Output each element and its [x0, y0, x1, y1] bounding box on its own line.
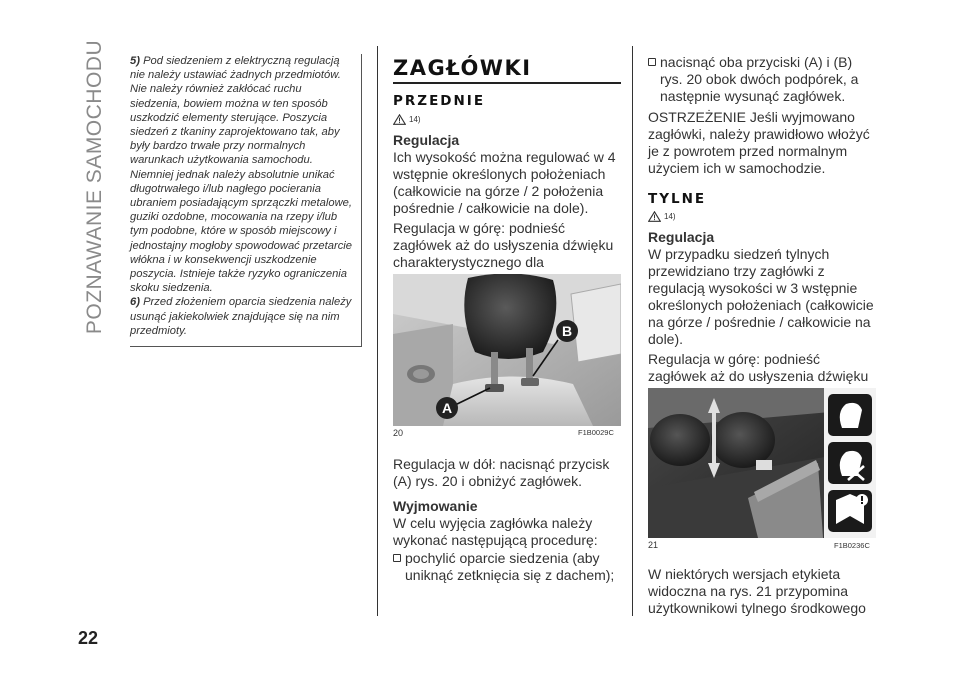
figure-label-a: A [436, 397, 458, 419]
page-number: 22 [78, 628, 99, 648]
column-headrests-rear-continued [648, 566, 876, 617]
paragraph: W przypadku siedzeń tylnych przewidziano trzy zagłówki z regulacją wysokości w 3 wstępnie określonych położeniach (całkowicie na górze / pośrednie / całkowicie na dole). [648, 246, 874, 347]
paragraph: Regulacja w górę: podnieść zagłówek aż do usłyszenia dźwięku [648, 351, 869, 384]
column-headrests-front [393, 56, 621, 288]
warning-paragraph: OSTRZEŻENIE Jeśli wyjmowano zagłówki, należy prawidłowo włożyć je z powrotem przed normalnym użyciem ich w samochodzie. [648, 109, 870, 176]
heading-regulation: Regulacja [393, 132, 460, 148]
paragraph: W niektórych wersjach etykieta widoczna na rys. 21 przypomina użytkownikowi tylnego środkowego [648, 566, 866, 616]
paragraph: W celu wyjęcia zagłówka należy wykonać następującą procedurę: [393, 515, 598, 548]
column-divider [377, 46, 378, 616]
warnings-box [130, 54, 362, 347]
list-item: nacisnąć oba przyciski (A) i (B) rys. 20 obok dwóch podpórek, a następnie wysunąć zagłówek. [648, 54, 876, 105]
column-divider [632, 46, 633, 616]
heading-regulation: Regulacja [648, 229, 715, 245]
heading-removal: Wyjmowanie [393, 498, 478, 514]
figure-number: 21 [648, 540, 659, 550]
warning-item: 6) Przed złożeniem oparcia siedzenia należy usunąć jakiekolwiek znajdujące się na nim przedmioty. [130, 296, 352, 337]
figure-21-headrest-rear [648, 388, 876, 538]
subsection-title: PRZEDNIE [393, 93, 486, 109]
paragraph: Ich wysokość można regulować w 4 wstępnie określonych położeniach (całkowicie na górze / 2 położenia pośrednie / całkowicie na dole). [393, 149, 616, 216]
column-headrests-front-continued [393, 456, 625, 584]
figure-number: 20 [393, 428, 404, 438]
section-title: ZAGŁÓWKI [393, 56, 532, 80]
warning-item: 5) Pod siedzeniem z elektryczną regulacją nie należy ustawiać żadnych przedmiotów. Nie należy również zakłócać ruchu siedzenia, bowiem można w ten sposób uszkodzić elementy sterujące. Poszycia siedzeń z tkaniny zaprojektowano tak, aby były bardzo trwałe przy normalnych warunkach użytkowania samochodu. Niemniej jednak należy absolutnie unikać długotrwałego i/lub nagłego pocierania ubraniem posiadającym sprzączki metalowe, guziki ozdobne, mocowania na rzepy i/lub tym podobne, które w sposób miejscowy i jednostajny mogłoby spowodować przetarcie włókna i w konsekwencji uszkodzenie poszycia. Istnieje także ryzyko ograniczenia skoku siedzenia. [130, 55, 353, 295]
section-title-rule [393, 82, 621, 84]
subsection-title: TYLNE [648, 191, 707, 207]
figure-20-headrest-front [393, 274, 621, 426]
list-item: pochylić oparcie siedzenia (aby uniknąć zetknięcia się z dachem); [393, 550, 625, 584]
figure-label-b: B [556, 320, 578, 342]
warning-reference: 14) [648, 211, 876, 222]
side-section-title: POZNAWANIE SAMOCHODU [83, 39, 106, 335]
warning-triangle-icon [393, 114, 406, 125]
checkbox-bullet-icon [393, 554, 401, 562]
column-headrests-rear [648, 54, 876, 419]
paragraph: Regulacja w górę: podnieść zagłówek aż do usłyszenia dźwięku charakterystycznego dla [393, 220, 614, 270]
paragraph: Regulacja w dół: nacisnąć przycisk (A) rys. 20 i obniżyć zagłówek. [393, 456, 610, 489]
warning-triangle-icon [648, 211, 661, 222]
warning-reference: 14) [393, 114, 621, 125]
figure-code: F1B0236C [834, 541, 870, 550]
checkbox-bullet-icon [648, 58, 656, 66]
figure-code: F1B0029C [578, 428, 614, 437]
